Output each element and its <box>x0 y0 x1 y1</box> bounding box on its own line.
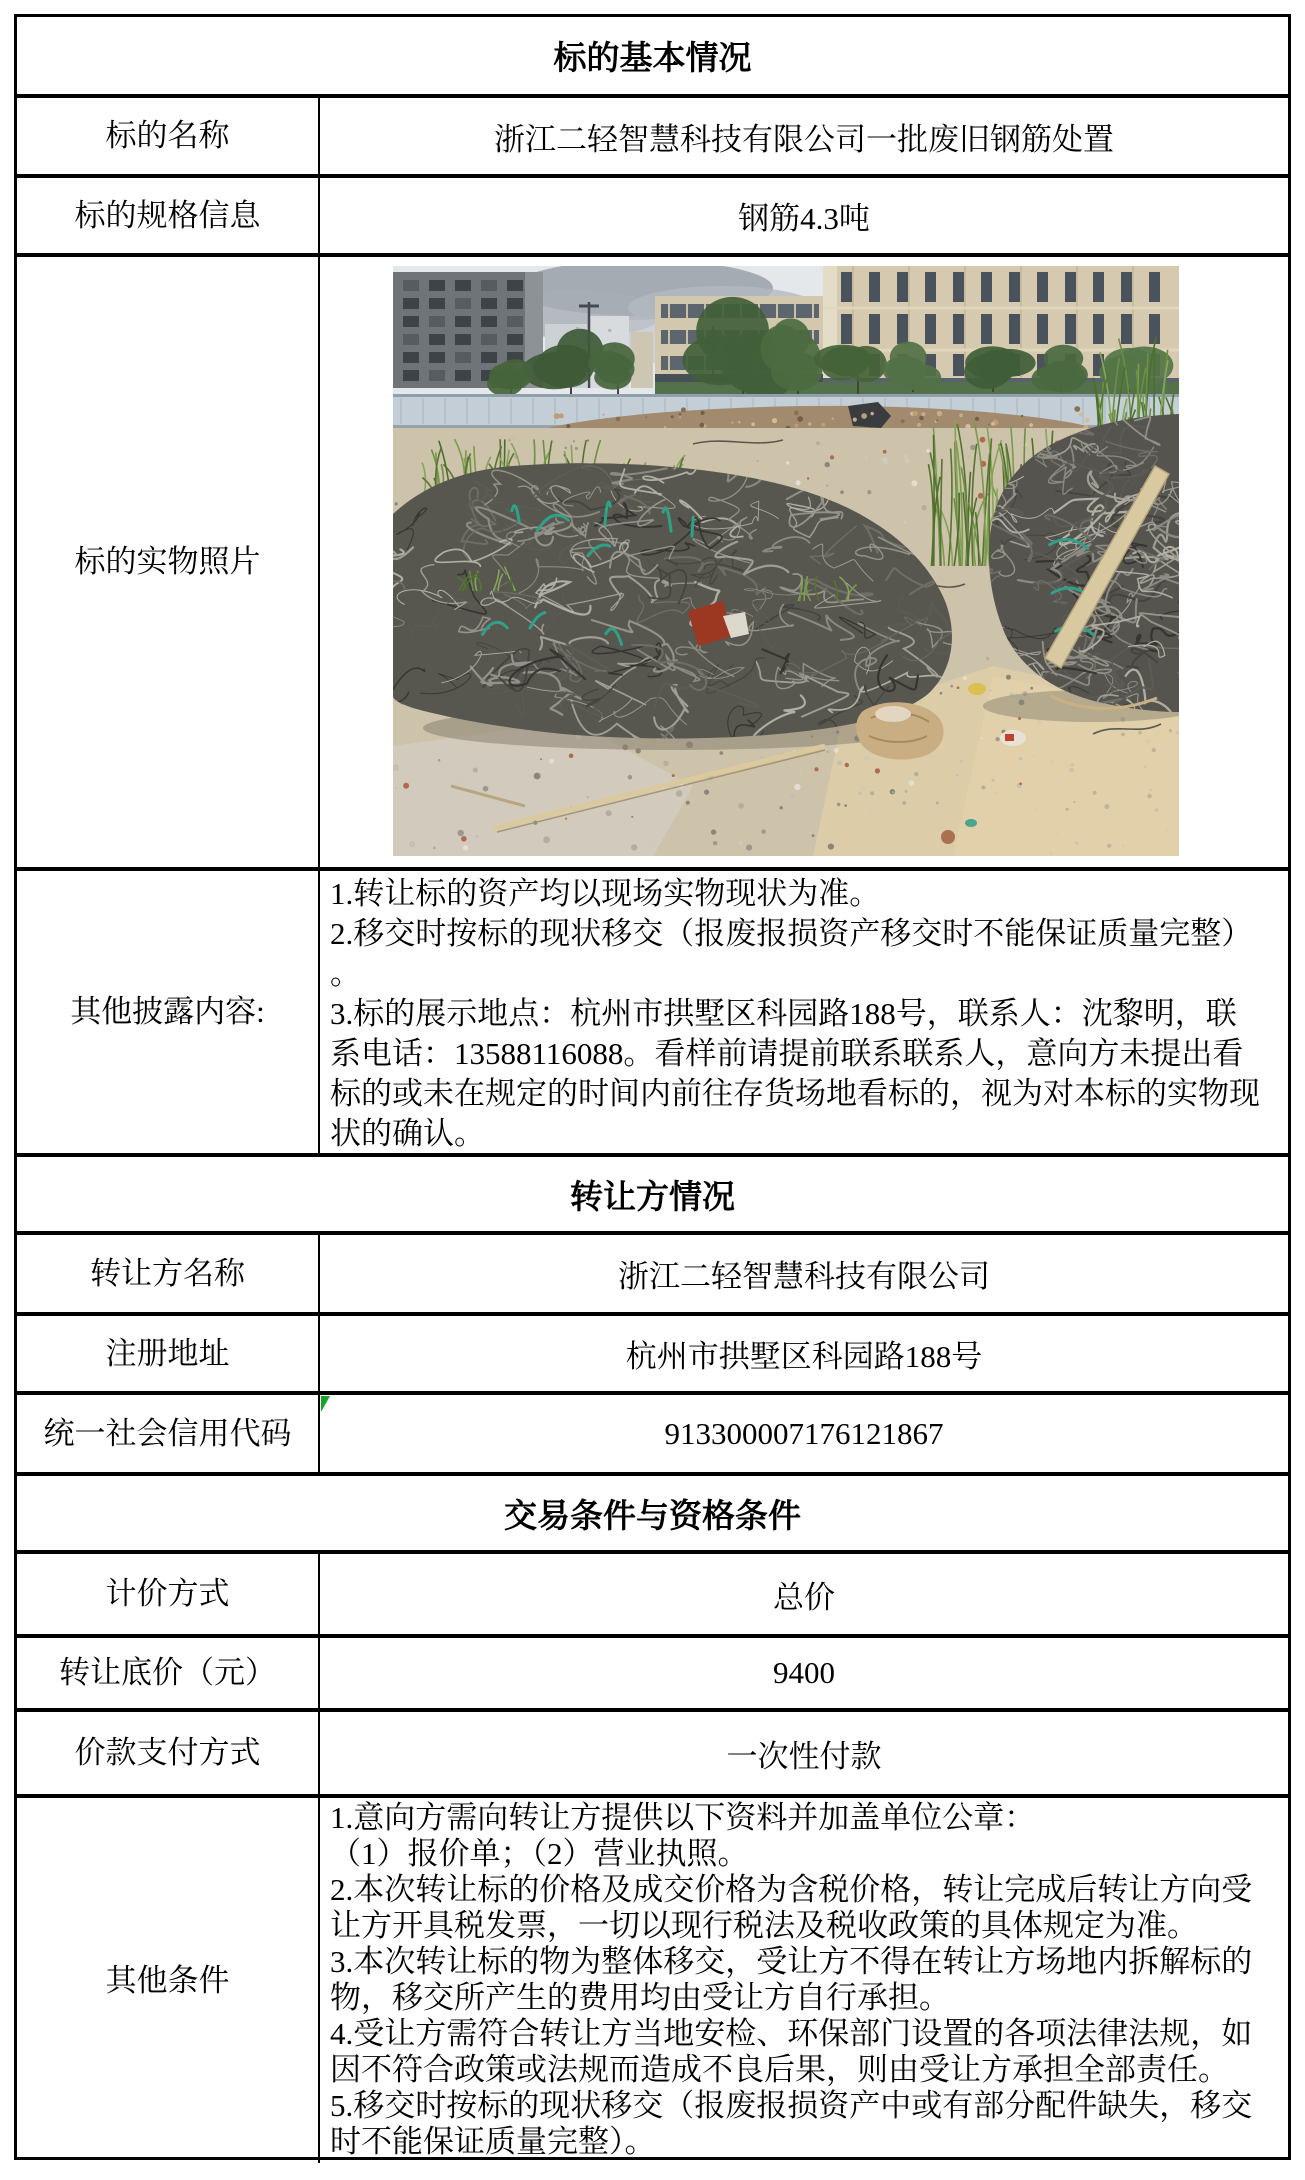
other-conditions-line: 物，移交所产生的费用均由受让方自行承担。 <box>330 1980 950 2015</box>
disclosure-line: 标的或未在规定的时间内前往存货场地看标的，视为对本标的实物现 <box>330 1076 1260 1111</box>
row-payment-method <box>17 1712 1288 1798</box>
other-conditions-line: 1.意向方需向转让方提供以下资料并加盖单位公章： <box>330 1800 1036 1835</box>
row-target-photo <box>17 257 1288 871</box>
other-conditions-line: 5.移交时按标的现状移交（报废报损资产中或有部分配件缺失，移交 <box>330 2088 1253 2123</box>
other-conditions-line: 3.本次转让标的物为整体移交，受让方不得在转让方场地内拆解标的 <box>330 1944 1253 1979</box>
section-title-transferor: 转让方情况 <box>570 1179 735 1216</box>
pricing-method-value: 总价 <box>773 1579 835 1615</box>
disclosure-line: 1.转让标的资产均以现场实物现状为准。 <box>330 876 881 911</box>
disclosure-line: 2.移交时按标的现状移交（报废报损资产移交时不能保证质量完整） <box>330 916 1253 951</box>
credit-code-value: 913300007176121867 <box>664 1415 944 1451</box>
other-conditions-line: 2.本次转让标的价格及成交价格为含税价格，转让完成后转让方向受 <box>330 1872 1253 1907</box>
other-conditions-line: 让方开具税发票，一切以现行税法及税收政策的具体规定为准。 <box>330 1908 1198 1943</box>
target-spec-label: 标的规格信息 <box>17 178 320 253</box>
credit-code-label: 统一社会信用代码 <box>17 1395 320 1472</box>
asset-disclosure-table <box>14 14 1291 2160</box>
target-photo-cell <box>320 257 1288 867</box>
credit-code-value-cell <box>320 1395 1288 1472</box>
disclosure-text <box>320 871 1288 1153</box>
transferor-name-value: 浙江二轻智慧科技有限公司 <box>618 1259 990 1294</box>
row-disclosure <box>17 871 1288 1157</box>
other-conditions-text <box>320 1798 1288 2163</box>
asset-photo <box>393 266 1179 856</box>
target-name-label: 标的名称 <box>17 98 320 174</box>
disclosure-line: 系电话：13588116088。看样前请提前联系联系人，意向方未提出看 <box>330 1036 1244 1071</box>
section-title-conditions: 交易条件与资格条件 <box>504 1498 801 1535</box>
reserve-price-label: 转让底价（元） <box>17 1638 320 1708</box>
disclosure-line: 状的确认。 <box>330 1116 485 1151</box>
disclosure-line: 3.标的展示地点：杭州市拱墅区科园路188号，联系人：沈黎明，联 <box>330 996 1237 1031</box>
row-target-spec <box>17 178 1288 257</box>
other-conditions-line: 时不能保证质量完整）。 <box>330 2124 656 2159</box>
other-conditions-line: 因不符合政策或法规而造成不良后果，则由受让方承担全部责任。 <box>330 2052 1229 2087</box>
cell-corner-marker <box>321 1396 330 1412</box>
target-photo-label: 标的实物照片 <box>17 257 320 867</box>
target-name-value: 浙江二轻智慧科技有限公司一批废旧钢筋处置 <box>494 121 1114 157</box>
row-transferor-name <box>17 1235 1288 1316</box>
reserve-price-value: 9400 <box>773 1655 835 1690</box>
row-target-name <box>17 98 1288 178</box>
section-header-transferor <box>17 1157 1288 1235</box>
section-header-basic <box>17 17 1288 98</box>
section-header-conditions <box>17 1476 1288 1554</box>
other-conditions-line: 4.受让方需符合转让方当地安检、环保部门设置的各项法律法规，如 <box>330 2016 1253 2051</box>
row-reserve-price <box>17 1638 1288 1712</box>
transferor-name-label: 转让方名称 <box>17 1235 320 1312</box>
section-title-basic: 标的基本情况 <box>553 41 752 77</box>
row-registered-address <box>17 1316 1288 1395</box>
payment-method-value: 一次性付款 <box>726 1738 882 1774</box>
registered-address-value: 杭州市拱墅区科园路188号 <box>625 1339 983 1374</box>
row-other-conditions <box>17 1798 1288 2163</box>
disclosure-line: 。 <box>330 956 361 991</box>
other-conditions-label: 其他条件 <box>17 1798 320 2163</box>
row-credit-code <box>17 1395 1288 1476</box>
payment-method-label: 价款支付方式 <box>17 1712 320 1794</box>
pricing-method-label: 计价方式 <box>17 1554 320 1634</box>
target-spec-value: 钢筋4.3吨 <box>738 201 870 236</box>
registered-address-label: 注册地址 <box>17 1316 320 1391</box>
row-pricing-method <box>17 1554 1288 1638</box>
other-conditions-line: （1）报价单；（2）营业执照。 <box>330 1836 749 1871</box>
disclosure-label: 其他披露内容: <box>17 871 320 1153</box>
